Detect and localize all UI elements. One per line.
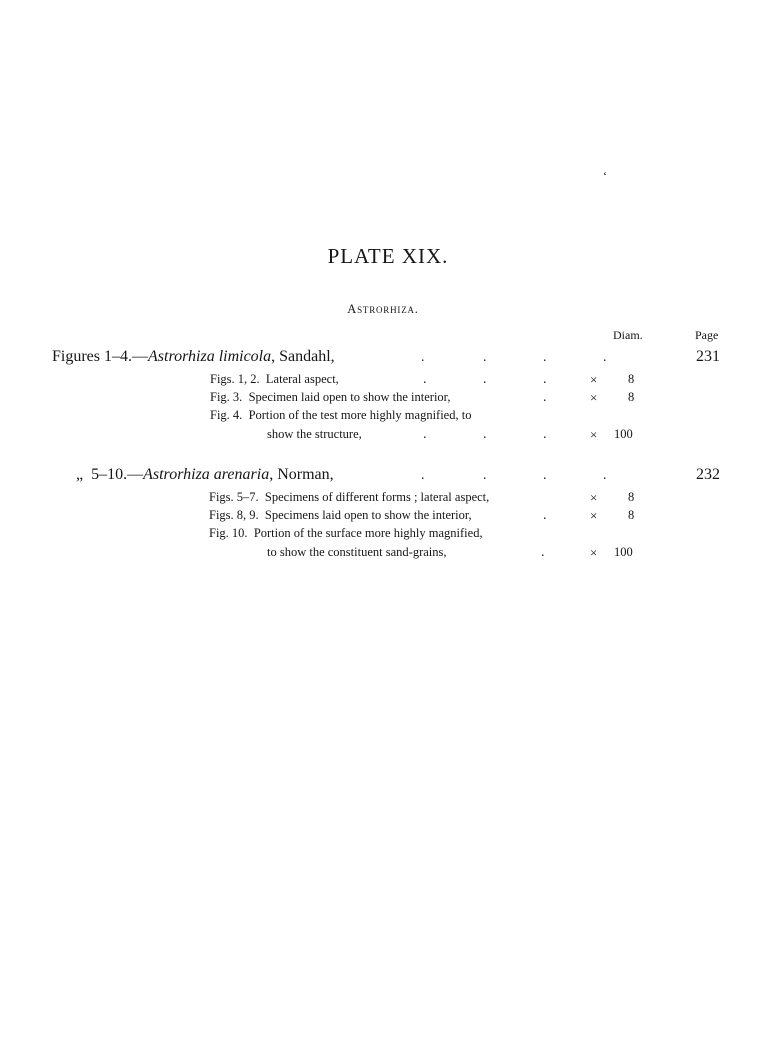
leader-dot: . (423, 372, 427, 387)
leader-dot: . (421, 468, 425, 483)
figure-label: Fig. 4. (210, 408, 243, 422)
leader-dot: . (423, 427, 427, 442)
times-sign: × (590, 372, 598, 387)
figure-text: Portion of the test more highly magnified, to (248, 408, 472, 422)
figure-label: Fig. 3. (210, 390, 243, 404)
leader-dot: . (543, 350, 547, 365)
figure-description (209, 490, 489, 505)
figure-entry (52, 348, 335, 366)
times-sign: × (590, 390, 598, 405)
leader-dot: . (603, 350, 607, 365)
figure-text: Lateral aspect, (265, 372, 339, 386)
figure-text: Specimens laid open to show the interior, (264, 508, 472, 522)
diam-column-header: Diam. (613, 328, 643, 342)
leader-dot: . (541, 545, 545, 560)
figure-range: Figures 1–4.— (52, 348, 148, 365)
plate-title: PLATE XIX. (327, 244, 449, 268)
figure-text: Specimens of different forms ; lateral aspect, (264, 490, 490, 504)
species-author: , Sandahl, (271, 348, 335, 365)
figure-text: Portion of the surface more highly magnified, (253, 526, 483, 540)
times-sign: × (590, 427, 598, 442)
species-author: , Norman, (269, 466, 334, 483)
times-sign: × (590, 490, 598, 505)
species-name: Astrorhiza arenaria (143, 466, 270, 483)
leader-dot: . (421, 350, 425, 365)
leader-dot: . (543, 372, 547, 387)
figure-text-continuation: show the structure, (267, 427, 362, 441)
leader-dot: . (543, 427, 547, 442)
page-column-header: Page (695, 328, 719, 342)
leader-dot: . (483, 372, 487, 387)
figure-label: Figs. 5–7. (209, 490, 259, 504)
figure-range: „ 5–10.— (76, 466, 144, 483)
page-number: 231 (696, 348, 720, 365)
figure-description (210, 390, 450, 405)
magnification-value: 8 (628, 390, 635, 404)
figure-description (210, 372, 339, 387)
leader-dot: . (603, 468, 607, 483)
magnification-value: 8 (628, 508, 635, 522)
figure-entry (76, 466, 334, 484)
leader-dot: . (483, 427, 487, 442)
genus-heading: Astrorhiza. (347, 302, 419, 316)
leader-dot: . (543, 390, 547, 405)
figure-label: Figs. 8, 9. (209, 508, 259, 522)
times-sign: × (590, 545, 598, 560)
figure-text: Specimen laid open to show the interior, (248, 390, 451, 404)
magnification-value: 100 (614, 545, 633, 559)
figure-description (210, 408, 471, 423)
stray-mark: ‘ (603, 169, 607, 183)
leader-dot: . (543, 468, 547, 483)
figure-label: Fig. 10. (209, 526, 248, 540)
magnification-value: 8 (628, 372, 635, 386)
figure-description (209, 526, 483, 541)
magnification-value: 8 (628, 490, 635, 504)
leader-dot: . (483, 350, 487, 365)
leader-dot: . (483, 468, 487, 483)
figure-label: Figs. 1, 2. (210, 372, 260, 386)
magnification-value: 100 (614, 427, 633, 441)
figure-text-continuation: to show the constituent sand-grains, (267, 545, 447, 559)
species-name: Astrorhiza limicola (148, 348, 272, 365)
page-number: 232 (696, 466, 720, 483)
leader-dot: . (543, 508, 547, 523)
figure-description (209, 508, 472, 523)
times-sign: × (590, 508, 598, 523)
